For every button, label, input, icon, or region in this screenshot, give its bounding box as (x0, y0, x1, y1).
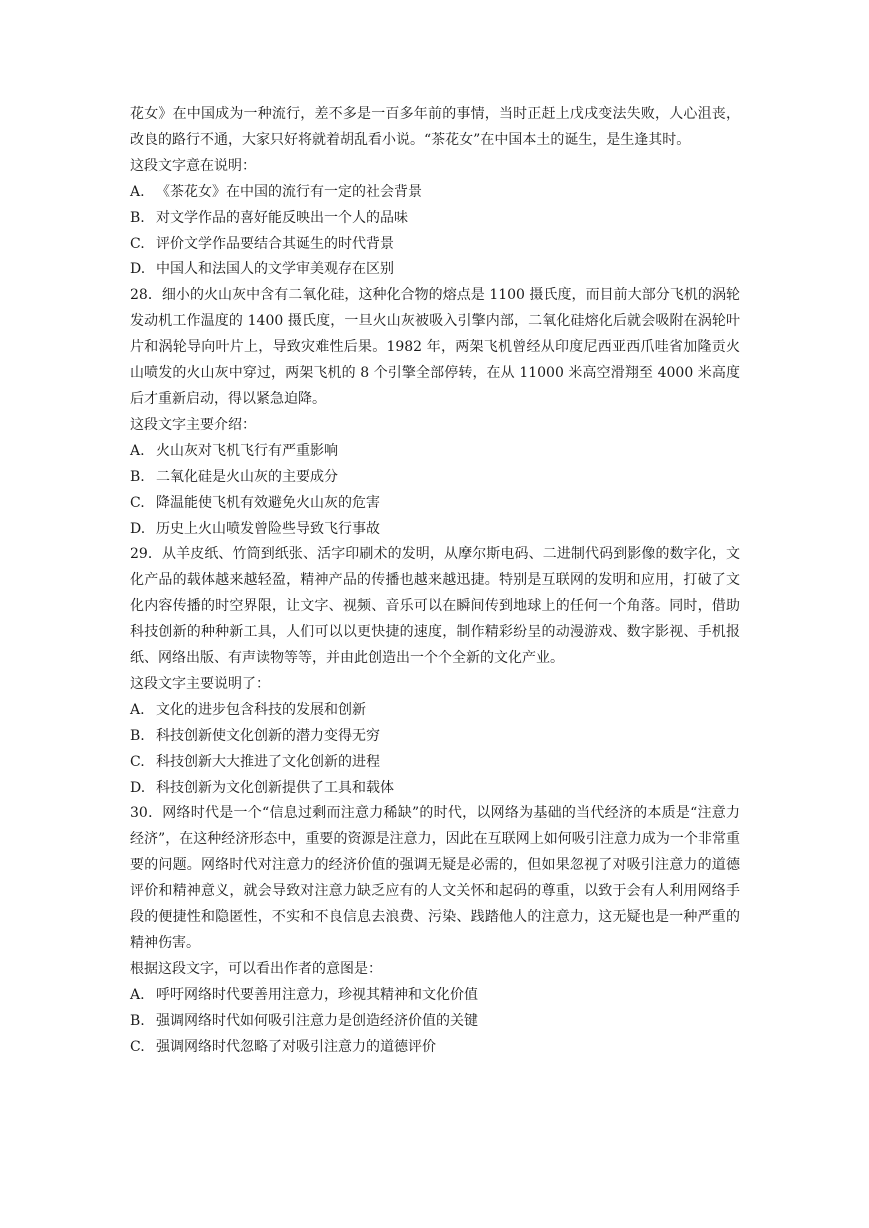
option-q29-c (130, 750, 740, 776)
option-q28-a (130, 439, 740, 465)
passage-q30: 30．网络时代是一个“信息过剩而注意力稀缺”的时代，以网络为基础的当代经济的本质是“注意力经济”，在这种经济形态中，重要的资源是注意力，因此在互联网上如何吸引注意力成为一个非常重要的问题。网络时代对注意力的经济价值的强调无疑是必需的，但如果忽视了对吸引注意力的道德评价和精神意义，就会导致对注意力缺乏应有的人文关怀和起码的尊重，以致于会有人利用网络手段的便捷性和隐匿性，不实和不良信息去浪费、污染、践踏他人的注意力，这无疑也是一种严重的精神伤害。 (130, 805, 740, 951)
option-q28-c (130, 491, 740, 517)
option-letter: C. (130, 235, 145, 252)
question-prompt-q30: 根据这段文字，可以看出作者的意图是： (130, 960, 382, 977)
option-intro-a (130, 180, 740, 206)
option-text: 历史上火山喷发曾险些导致飞行事故 (156, 520, 380, 537)
option-letter: B. (130, 468, 145, 485)
question-prompt-q29: 这段文字主要说明了： (130, 675, 270, 692)
option-letter: C. (130, 1038, 145, 1055)
option-intro-b (130, 206, 740, 232)
option-text: 文化的进步包含科技的发展和创新 (156, 701, 366, 718)
option-text: 呼吁网络时代要善用注意力，珍视其精神和文化价值 (156, 986, 478, 1003)
option-q30-b (130, 1009, 740, 1035)
option-letter: B. (130, 209, 145, 226)
option-q30-a (130, 983, 740, 1009)
option-letter: A. (130, 183, 145, 200)
option-letter: B. (130, 1012, 145, 1029)
option-letter: D. (130, 779, 146, 796)
option-q28-b (130, 465, 740, 491)
option-text: 《茶花女》在中国的流行有一定的社会背景 (156, 183, 422, 200)
option-text: 强调网络时代如何吸引注意力是创造经济价值的关键 (156, 1012, 478, 1029)
option-q29-b (130, 724, 740, 750)
option-q29-a (130, 698, 740, 724)
question-prompt-q28: 这段文字主要介绍： (130, 416, 256, 433)
option-letter: A. (130, 986, 145, 1003)
option-q29-d (130, 776, 740, 802)
passage-q28: 28．细小的火山灰中含有二氧化硅，这种化合物的熔点是 1100 摄氏度，而目前大部分飞机的涡轮发动机工作温度的 1400 摄氏度，一旦火山灰被吸入引擎内部，二氧化硅熔化后就会吸附在涡轮叶片和涡轮导向叶片上，导致灾难性后果。1982 年，两架飞机曾经从印度尼西亚西爪哇省加隆贡火山喷发的火山灰中穿过，两架飞机的 8 个引擎全部停转，在从 11000 米高空滑翔至 4000 米高度后才重新启动，得以紧急迫降。 (130, 287, 740, 407)
option-text: 火山灰对飞机飞行有严重影响 (156, 442, 338, 459)
option-text: 科技创新使文化创新的潜力变得无穷 (156, 727, 380, 744)
option-letter: D. (130, 520, 146, 537)
option-letter: A. (130, 442, 145, 459)
option-q30-c (130, 1035, 740, 1061)
option-letter: B. (130, 727, 145, 744)
option-letter: C. (130, 494, 145, 511)
passage-q29: 29．从羊皮纸、竹筒到纸张、活字印刷术的发明，从摩尔斯电码、二进制代码到影像的数字化，文化产品的载体越来越轻盈，精神产品的传播也越来越迅捷。特别是互联网的发明和应用，打破了文化内容传播的时空界限，让文字、视频、音乐可以在瞬间传到地球上的任何一个角落。同时，借助科技创新的种种新工具，人们可以以更快捷的速度，制作精彩纷呈的动漫游戏、数字影视、手机报纸、网络出版、有声读物等等，并由此创造出一个个全新的文化产业。 (130, 546, 740, 667)
option-text: 科技创新大大推进了文化创新的进程 (156, 753, 380, 770)
option-intro-c (130, 232, 740, 258)
option-intro-d (130, 257, 740, 283)
option-letter: C. (130, 753, 145, 770)
passage-intro: 花女》在中国成为一种流行，差不多是一百多年前的事情，当时正赶上戊戌变法失败，人心沮丧，改良的路行不通，大家只好将就着胡乱看小说。“茶花女”在中国本土的诞生，是生逢其时。 (130, 106, 740, 148)
option-text: 科技创新为文化创新提供了工具和载体 (156, 779, 394, 796)
option-q28-d (130, 517, 740, 543)
document-page (130, 102, 740, 1061)
option-text: 降温能使飞机有效避免火山灰的危害 (156, 494, 380, 511)
option-letter: A. (130, 701, 145, 718)
question-prompt-intro: 这段文字意在说明： (130, 157, 256, 174)
option-text: 对文学作品的喜好能反映出一个人的品味 (156, 209, 408, 226)
option-text: 二氧化硅是火山灰的主要成分 (156, 468, 338, 485)
option-text: 评价文学作品要结合其诞生的时代背景 (156, 235, 394, 252)
option-text: 中国人和法国人的文学审美观存在区别 (156, 261, 394, 278)
option-text: 强调网络时代忽略了对吸引注意力的道德评价 (156, 1038, 436, 1055)
option-letter: D. (130, 261, 146, 278)
